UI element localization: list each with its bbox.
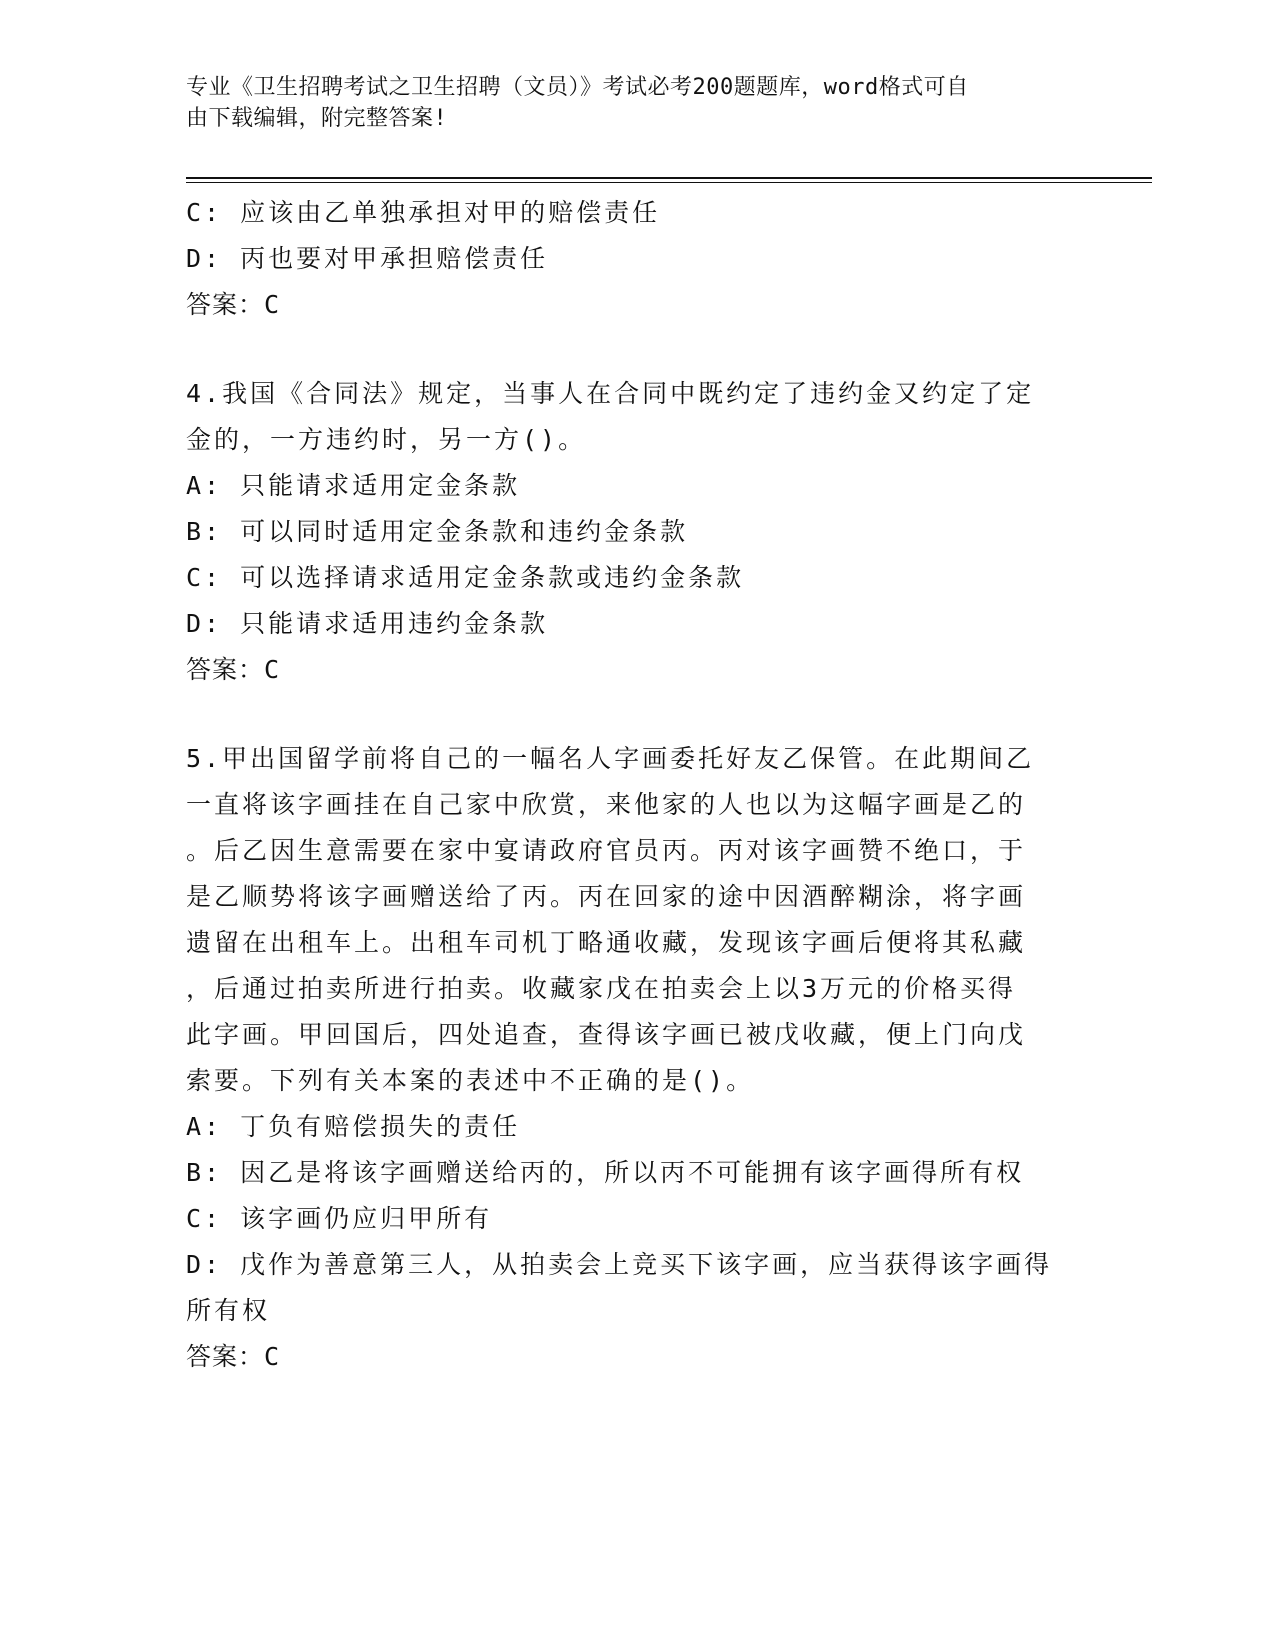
question-text-line: 4.我国《合同法》规定，当事人在合同中既约定了违约金又约定了定	[186, 379, 1035, 408]
question-text-line: 一直将该字画挂在自己家中欣赏，来他家的人也以为这幅字画是乙的	[186, 790, 1027, 819]
header-line-1: 专业《卫生招聘考试之卫生招聘（文员）》考试必考200题题库，word格式可自	[186, 75, 969, 100]
option-a: A: 只能请求适用定金条款	[186, 471, 521, 500]
option-c: C: 应该由乙单独承担对甲的赔偿责任	[186, 198, 661, 227]
question-text-line: 此字画。甲回国后，四处追查，查得该字画已被戊收藏，便上门向戊	[186, 1020, 1027, 1049]
question-5	[186, 736, 1086, 1380]
option-d: D: 戊作为善意第三人，从拍卖会上竞买下该字画，应当获得该字画得	[186, 1250, 1053, 1279]
question-text-line: 是乙顺势将该字画赠送给了丙。丙在回家的途中因酒醉糊涂，将字画	[186, 882, 1027, 911]
header-line-2: 由下载编辑，附完整答案!	[186, 106, 448, 131]
spacer	[186, 693, 1086, 736]
answer: 答案：C	[186, 655, 281, 684]
question-text-line: 5.甲出国留学前将自己的一幅名人字画委托好友乙保管。在此期间乙	[186, 744, 1035, 773]
document-body	[186, 190, 1086, 1380]
option-a: A: 丁负有赔偿损失的责任	[186, 1112, 521, 1141]
option-b: B: 因乙是将该字画赠送给丙的，所以丙不可能拥有该字画得所有权	[186, 1158, 1025, 1187]
document-header	[186, 72, 1066, 134]
question-text-line: 遗留在出租车上。出租车司机丁略通收藏，发现该字画后便将其私藏	[186, 928, 1027, 957]
question-text-line: 。后乙因生意需要在家中宴请政府官员丙。丙对该字画赞不绝口，于	[186, 836, 1027, 865]
header-divider-thick	[186, 177, 1152, 179]
option-b: B: 可以同时适用定金条款和违约金条款	[186, 517, 689, 546]
header-divider-thin	[186, 182, 1152, 183]
question-text-line: ，后通过拍卖所进行拍卖。收藏家戊在拍卖会上以3万元的价格买得	[186, 974, 1017, 1003]
answer: 答案：C	[186, 290, 281, 319]
option-d-continued: 所有权	[186, 1296, 271, 1325]
spacer	[186, 328, 1086, 371]
answer: 答案：C	[186, 1342, 281, 1371]
question-3-tail	[186, 190, 1086, 328]
option-c: C: 该字画仍应归甲所有	[186, 1204, 493, 1233]
question-4	[186, 371, 1086, 693]
option-d: D: 只能请求适用违约金条款	[186, 609, 549, 638]
question-text-line: 金的，一方违约时，另一方()。	[186, 425, 587, 454]
option-c: C: 可以选择请求适用定金条款或违约金条款	[186, 563, 745, 592]
question-text-line: 索要。下列有关本案的表述中不正确的是()。	[186, 1066, 755, 1095]
option-d: D: 丙也要对甲承担赔偿责任	[186, 244, 549, 273]
